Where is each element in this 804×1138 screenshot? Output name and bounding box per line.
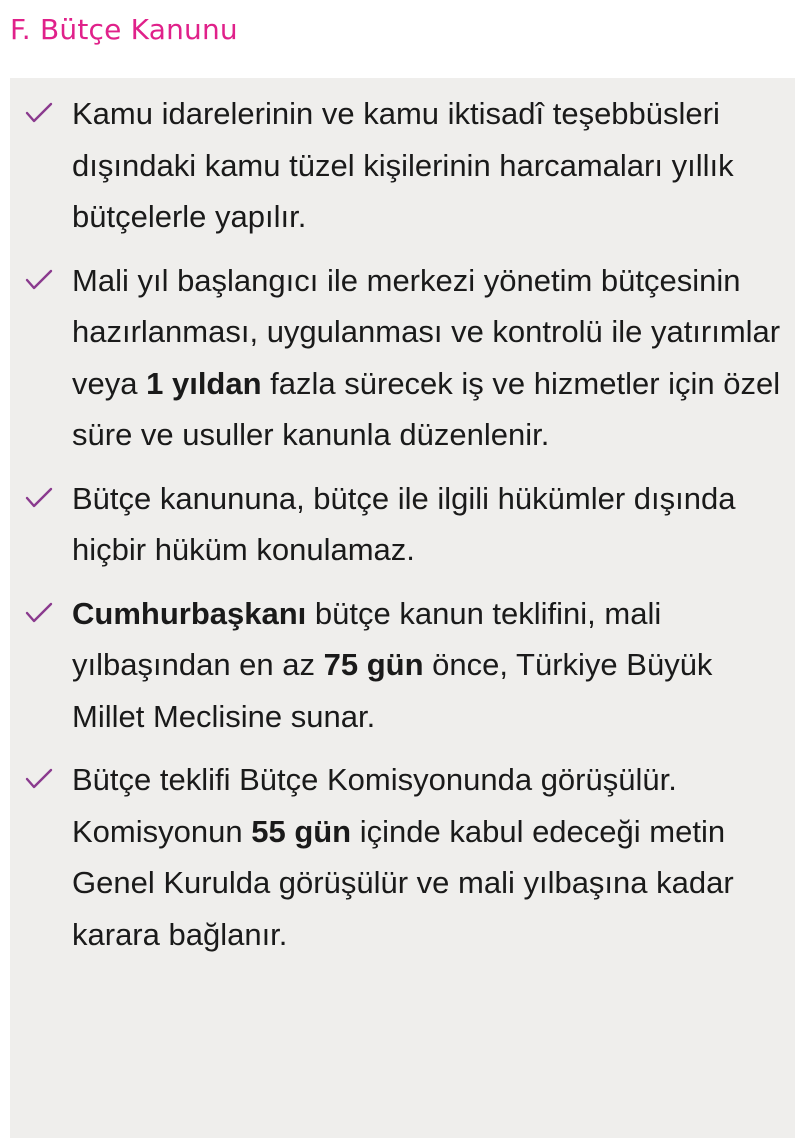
item-bold-text: 75 gün (323, 647, 424, 682)
checkmark-icon (24, 101, 54, 125)
item-text: içinde kabul edeceği metin Genel Kurulda görüşülür ve mali yılbaşına kadar karara bağlanır. (72, 813, 734, 952)
list-item (10, 473, 795, 576)
list-item (10, 588, 795, 743)
item-text: bütçe kanun teklifini, mali yılbaşından en az (72, 595, 662, 682)
checkmark-icon (24, 601, 54, 625)
checkmark-icon (24, 268, 54, 292)
item-text: Kamu idarelerinin ve kamu iktisadî teşebbüsleri dışındaki kamu tüzel kişilerinin harcamaları yıllık bütçelerle yapılır. (72, 96, 734, 234)
checkmark-icon (24, 767, 54, 791)
checkmark-icon (24, 486, 54, 510)
list-item (10, 88, 795, 243)
section-title: F. Bütçe Kanunu (10, 13, 238, 46)
bullet-list (10, 88, 795, 972)
item-text: Bütçe teklifi Bütçe Komisyonunda görüşülür. Komisyonun (72, 762, 677, 849)
content-panel (10, 78, 795, 1138)
item-bold-text: 1 yıldan (146, 365, 262, 401)
item-bold-text: 55 gün (251, 813, 352, 849)
item-text: önce, Türkiye Büyük Millet Meclisine sunar. (72, 647, 713, 734)
item-bold-text: Cumhurbaşkanı (72, 595, 307, 631)
list-item (10, 255, 795, 461)
item-text: Bütçe kanununa, bütçe ile ilgili hükümler dışında hiçbir hüküm konulamaz. (72, 480, 736, 567)
item-text: fazla sürecek iş ve hizmetler için özel süre ve usuller kanunla düzenlenir. (72, 365, 781, 452)
list-item (10, 754, 795, 960)
item-text: Mali yıl başlangıcı ile merkezi yönetim bütçesinin hazırlanması, uygulanması ve kontrolü ile yatırımlar veya (72, 262, 781, 401)
